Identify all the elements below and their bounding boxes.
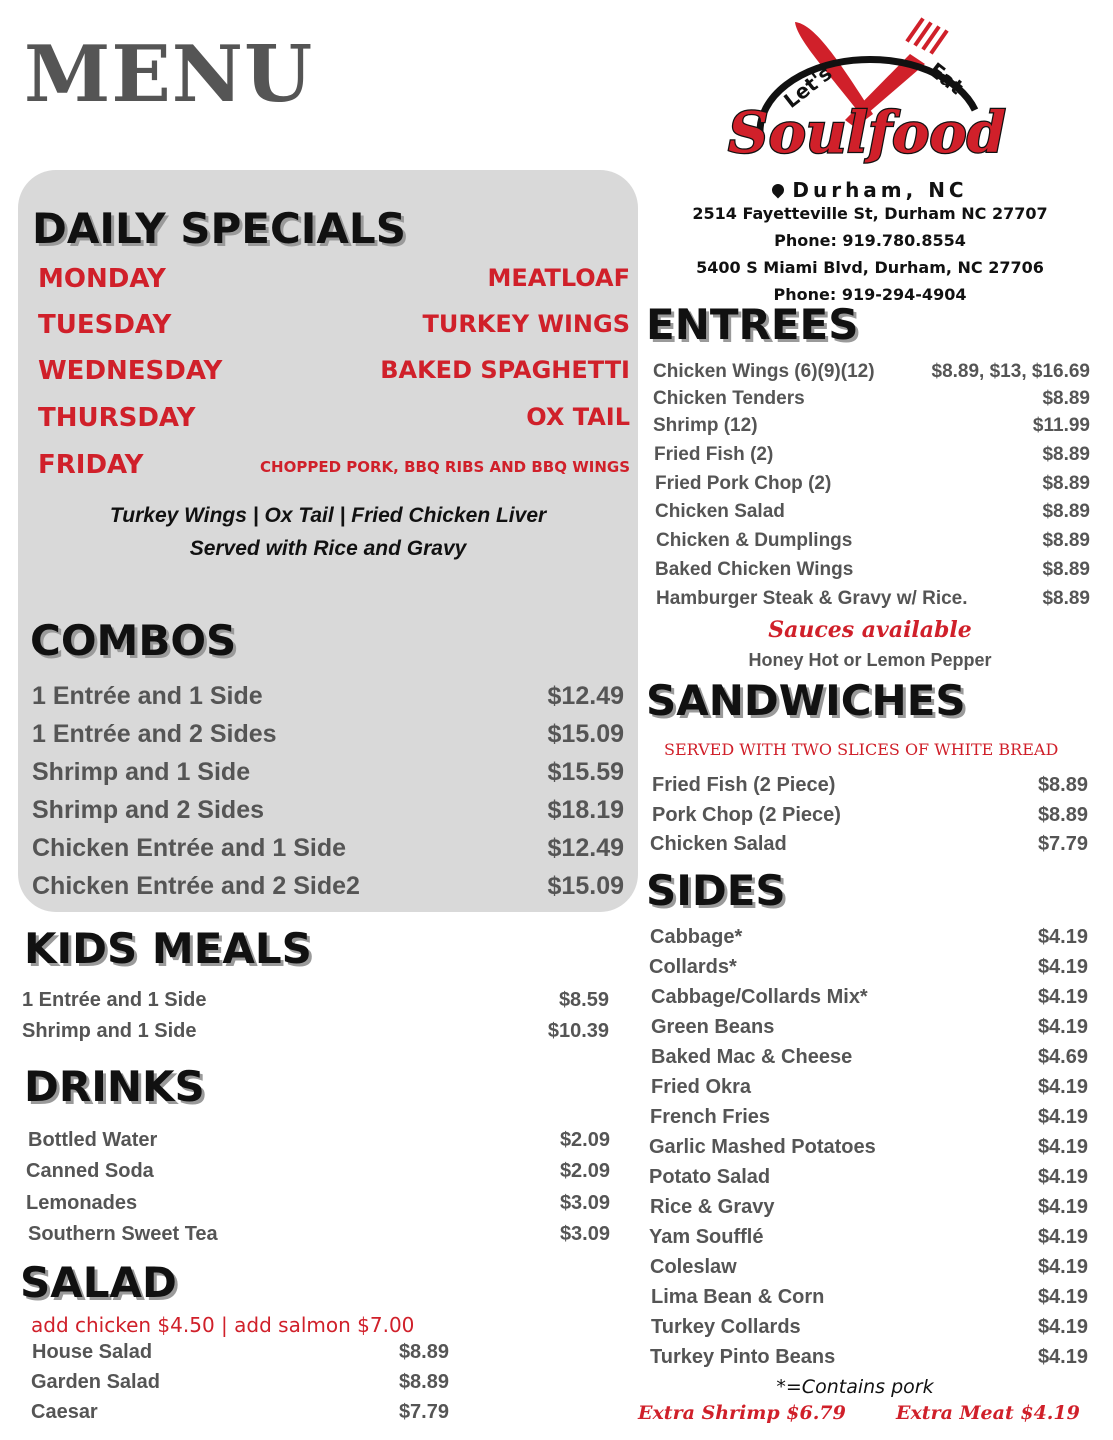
kids-meals-heading: KIDS MEALS — [24, 924, 312, 973]
special-dish: OX TAIL — [526, 403, 630, 431]
menu-item — [653, 361, 1090, 383]
pork-note: *=Contains pork — [776, 1376, 934, 1398]
item-name: Chicken Salad — [650, 833, 787, 855]
special-day: THURSDAY — [38, 403, 196, 433]
menu-item — [26, 1160, 610, 1183]
special-row — [38, 264, 630, 304]
logo-text-soulfood: Soulfood — [728, 100, 1006, 166]
item-price: $2.09 — [559, 1129, 610, 1151]
extra-shrimp: Extra Shrimp $6.79 — [638, 1402, 846, 1424]
item-price: $12.49 — [547, 682, 624, 710]
special-dish: BAKED SPAGHETTI — [380, 356, 630, 384]
item-name: Coleslaw — [650, 1256, 737, 1278]
item-price: $8.89 — [1042, 530, 1090, 551]
menu-item — [652, 774, 1088, 797]
item-price: $4.19 — [1037, 1016, 1088, 1038]
sides-heading: SIDES — [646, 866, 786, 915]
item-name: Cabbage* — [650, 926, 743, 948]
menu-item — [649, 1226, 1088, 1249]
item-name: Rice & Gravy — [650, 1196, 775, 1218]
logo-text-lets: Let's — [779, 60, 837, 113]
menu-item — [649, 956, 1088, 979]
item-price: $4.19 — [1037, 1286, 1088, 1308]
item-price: $12.49 — [547, 834, 624, 862]
item-name: Lima Bean & Corn — [651, 1286, 825, 1308]
item-name: Turkey Pinto Beans — [650, 1346, 836, 1368]
item-price: $8.89 — [1042, 388, 1090, 409]
item-price: $2.09 — [559, 1160, 610, 1182]
item-price: $8.59 — [558, 989, 609, 1011]
special-row — [38, 310, 630, 350]
special-dish: TURKEY WINGS — [422, 310, 630, 338]
item-price: $4.19 — [1037, 1166, 1088, 1188]
menu-item — [651, 1286, 1088, 1309]
menu-item — [32, 682, 624, 711]
item-name: Chicken Entrée and 2 Side2 — [32, 872, 360, 900]
city-line — [650, 178, 1090, 202]
combos-heading: COMBOS — [30, 616, 237, 665]
menu-item — [650, 1346, 1088, 1369]
item-price: $7.79 — [398, 1401, 449, 1423]
item-name: Turkey Collards — [651, 1316, 801, 1338]
menu-item — [651, 1316, 1088, 1339]
location-pin-icon — [770, 182, 787, 199]
menu-item — [22, 1020, 609, 1043]
address: 2514 Fayetteville St, Durham NC 27707 — [692, 204, 1048, 223]
menu-item — [653, 415, 1090, 437]
menu-item — [650, 833, 1088, 856]
item-price: $3.09 — [559, 1192, 610, 1214]
menu-item — [655, 501, 1090, 523]
menu-item — [32, 796, 624, 825]
sandwiches-heading: SANDWICHES — [646, 676, 966, 725]
item-price: $8.89 — [1042, 588, 1090, 609]
menu-item — [22, 989, 609, 1012]
item-name: 1 Entrée and 1 Side — [32, 682, 263, 710]
item-name: Chicken Tenders — [653, 388, 805, 409]
drinks-heading: DRINKS — [24, 1062, 205, 1111]
specials-note: Turkey Wings | Ox Tail | Fried Chicken Liver — [109, 504, 547, 527]
menu-item — [26, 1192, 610, 1215]
phone: Phone: 919-294-4904 — [773, 285, 967, 304]
item-price: $4.19 — [1037, 1106, 1088, 1128]
special-day: MONDAY — [38, 264, 166, 294]
menu-item — [649, 1166, 1088, 1189]
menu-item — [32, 872, 624, 901]
item-price: $8.89 — [1042, 444, 1090, 465]
special-day: TUESDAY — [38, 310, 172, 340]
item-price: $8.89, $13, $16.69 — [931, 361, 1090, 382]
item-price: $4.19 — [1037, 1076, 1088, 1098]
item-price: $4.19 — [1037, 1136, 1088, 1158]
menu-item — [655, 473, 1090, 495]
address: 5400 S Miami Blvd, Durham, NC 27706 — [696, 258, 1044, 277]
special-dish: MEATLOAF — [487, 264, 630, 292]
item-name: Fried Okra — [651, 1076, 752, 1098]
menu-item — [652, 804, 1088, 827]
menu-item — [654, 444, 1090, 466]
menu-item — [650, 1106, 1088, 1129]
item-name: Fried Pork Chop (2) — [655, 473, 832, 494]
item-price: $4.19 — [1037, 956, 1088, 978]
menu-item — [651, 1016, 1088, 1039]
item-price: $3.09 — [559, 1223, 610, 1245]
menu-item — [28, 1129, 610, 1152]
special-row — [38, 450, 630, 490]
item-name: Bottled Water — [28, 1129, 158, 1151]
item-name: 1 Entrée and 1 Side — [22, 989, 207, 1011]
item-price: $4.69 — [1037, 1046, 1088, 1068]
item-name: Shrimp and 1 Side — [22, 1020, 197, 1042]
phone: Phone: 919.780.8554 — [774, 231, 966, 250]
item-name: Shrimp and 1 Side — [32, 758, 251, 786]
item-price: $4.19 — [1037, 986, 1088, 1008]
menu-item — [31, 1371, 449, 1394]
soulfood-logo — [725, 14, 1010, 189]
salad-heading: SALAD — [20, 1258, 177, 1307]
item-name: Caesar — [31, 1401, 98, 1423]
item-name: Chicken & Dumplings — [656, 530, 853, 551]
special-day: WEDNESDAY — [38, 356, 223, 386]
item-name: Cabbage/Collards Mix* — [651, 986, 868, 1008]
item-name: Canned Soda — [26, 1160, 154, 1182]
daily-specials-heading: DAILY SPECIALS — [32, 204, 406, 253]
item-name: House Salad — [32, 1341, 153, 1363]
city-text: Durham, NC — [792, 178, 968, 202]
item-name: Yam Soufflé — [649, 1226, 764, 1248]
menu-item — [650, 926, 1088, 949]
item-name: Hamburger Steak & Gravy w/ Rice. — [656, 588, 968, 609]
item-price: $15.09 — [547, 720, 624, 748]
item-name: Green Beans — [651, 1016, 775, 1038]
menu-item — [650, 1196, 1088, 1219]
sauces-list: Honey Hot or Lemon Pepper — [748, 650, 992, 670]
item-price: $4.19 — [1037, 1346, 1088, 1368]
menu-item — [32, 758, 624, 787]
menu-item — [651, 1046, 1088, 1069]
item-name: Southern Sweet Tea — [28, 1223, 218, 1245]
menu-item — [28, 1223, 610, 1246]
special-day: FRIDAY — [38, 450, 144, 480]
sandwiches-subtitle: SERVED WITH TWO SLICES OF WHITE BREAD — [664, 740, 1059, 759]
menu-item — [651, 1076, 1088, 1099]
item-name: Lemonades — [26, 1192, 138, 1214]
item-price: $8.89 — [1037, 774, 1088, 796]
item-name: Garlic Mashed Potatoes — [649, 1136, 876, 1158]
salad-addons: add chicken $4.50 | add salmon $7.00 — [31, 1313, 415, 1337]
menu-item — [655, 559, 1090, 581]
extra-meat: Extra Meat $4.19 — [896, 1402, 1080, 1424]
item-price: $10.39 — [547, 1020, 609, 1042]
item-name: Potato Salad — [649, 1166, 771, 1188]
item-price: $18.19 — [547, 796, 624, 824]
special-dish: CHOPPED PORK, BBQ RIBS AND BBQ WINGS — [260, 458, 630, 476]
item-price: $4.19 — [1037, 1316, 1088, 1338]
menu-item — [651, 986, 1088, 1009]
menu-item — [649, 1136, 1088, 1159]
item-price: $8.89 — [398, 1371, 449, 1393]
special-row — [38, 356, 630, 396]
item-price: $11.99 — [1032, 415, 1090, 436]
logo-text-eat: Eat — [924, 57, 969, 100]
item-name: Fried Fish (2) — [654, 444, 774, 465]
item-name: French Fries — [650, 1106, 771, 1128]
item-name: Baked Mac & Cheese — [651, 1046, 853, 1068]
item-price: $8.89 — [1042, 473, 1090, 494]
item-price: $8.89 — [1042, 559, 1090, 580]
item-price: $7.79 — [1037, 833, 1088, 855]
menu-item — [31, 1401, 449, 1424]
sauces-title: Sauces available — [768, 617, 972, 643]
specials-note: Served with Rice and Gravy — [189, 537, 467, 560]
item-name: Collards* — [649, 956, 737, 978]
item-price: $15.09 — [547, 872, 624, 900]
special-row — [38, 403, 630, 443]
item-price: $4.19 — [1037, 1226, 1088, 1248]
item-name: 1 Entrée and 2 Sides — [32, 720, 277, 748]
menu-item — [32, 720, 624, 749]
item-name: Garden Salad — [31, 1371, 160, 1393]
item-name: Baked Chicken Wings — [655, 559, 854, 580]
page-title: MENU — [24, 29, 314, 120]
item-name: Shrimp and 2 Sides — [32, 796, 265, 824]
item-price: $8.89 — [1042, 501, 1090, 522]
menu-item — [653, 388, 1090, 410]
item-price: $8.89 — [1037, 804, 1088, 826]
item-name: Chicken Entrée and 1 Side — [32, 834, 346, 862]
item-name: Chicken Salad — [655, 501, 785, 522]
item-price: $8.89 — [398, 1341, 449, 1363]
menu-item — [32, 834, 624, 863]
menu-item — [650, 1256, 1088, 1279]
item-price: $4.19 — [1037, 926, 1088, 948]
item-name: Pork Chop (2 Piece) — [652, 804, 841, 826]
item-name: Shrimp (12) — [653, 415, 758, 436]
menu-item — [656, 588, 1090, 610]
item-name: Chicken Wings (6)(9)(12) — [653, 361, 875, 382]
item-price: $4.19 — [1037, 1256, 1088, 1278]
entrees-heading: ENTREES — [646, 300, 859, 349]
menu-item — [32, 1341, 449, 1364]
item-price: $15.59 — [547, 758, 624, 786]
item-name: Fried Fish (2 Piece) — [652, 774, 836, 796]
item-price: $4.19 — [1037, 1196, 1088, 1218]
menu-item — [656, 530, 1090, 552]
